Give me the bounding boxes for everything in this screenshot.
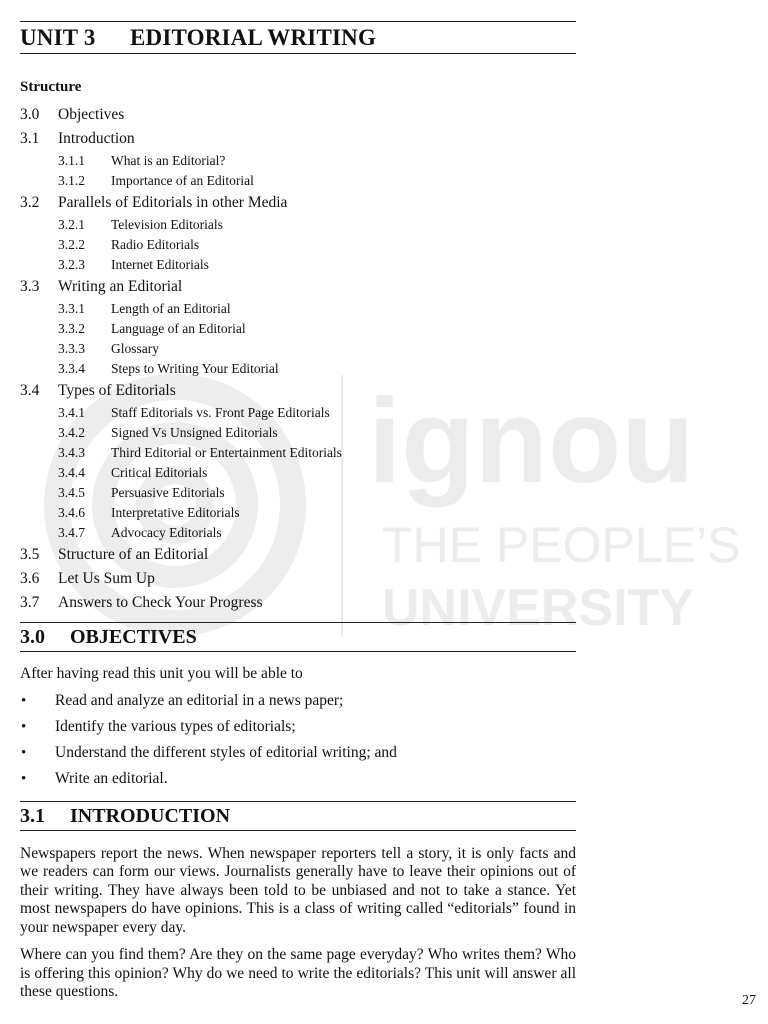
toc-entry: [20, 103, 576, 127]
toc-entry: [20, 275, 576, 299]
unit-title: [20, 21, 576, 54]
watermark-line-2: UNIVERSITY: [382, 579, 695, 637]
toc-entry-title: Types of Editorials: [58, 382, 176, 399]
toc-subentry-title: Signed Vs Unsigned Editorials: [111, 425, 278, 440]
watermark-line-1: THE PEOPLE’S: [382, 517, 741, 573]
toc-subentry-title: Television Editorials: [111, 217, 223, 232]
intro-paragraph-1: Newspapers report the news. When newspaper reporters tell a story, it is only facts and we readers can form our views. Journalists generally have to leave their opinions out of their writing. They have always been told to be unbiased and not to take a stance. Yet most newspapers do have opinions. This is a class of writing called “editorials” found in your newspaper every day.: [20, 844, 576, 936]
toc-entry: [20, 567, 576, 591]
objective-bullet: • Understand the different styles of editorial writing; and: [20, 740, 576, 766]
toc-subentry: [20, 483, 576, 503]
objective-bullet: • Write an editorial.: [20, 766, 576, 792]
toc-subentry: [20, 359, 576, 379]
page-number: 27: [742, 993, 756, 1008]
toc-subentry: [20, 215, 576, 235]
toc-subentry: [20, 403, 576, 423]
toc-subentry-number: 3.3.4: [58, 361, 85, 376]
toc-subentry: [20, 255, 576, 275]
toc-subentry-title: Importance of an Editorial: [111, 173, 254, 188]
toc-subentry-number: 3.2.3: [58, 257, 85, 272]
toc-entry-title: Structure of an Editorial: [58, 546, 209, 563]
toc-entry: [20, 543, 576, 567]
toc-entry-title: Let Us Sum Up: [58, 570, 155, 587]
toc-subentry-number: 3.2.2: [58, 237, 85, 252]
toc-subentry-title: Third Editorial or Entertainment Editorials: [111, 445, 342, 460]
section-heading-objectives: [20, 622, 576, 652]
toc-subentry-number: 3.4.1: [58, 405, 85, 420]
toc-subentry-number: 3.3.3: [58, 341, 85, 356]
toc-subentry-title: Internet Editorials: [111, 257, 209, 272]
toc-subentry-title: Critical Editorials: [111, 465, 208, 480]
toc-entry: [20, 127, 576, 151]
toc-entry-number: 3.6: [20, 570, 40, 587]
section-heading-introduction: [20, 801, 576, 831]
toc-subentry: [20, 235, 576, 255]
toc-entry-title: Answers to Check Your Progress: [58, 594, 263, 611]
toc-subentry: [20, 339, 576, 359]
toc-subentry: [20, 443, 576, 463]
objectives-list: [20, 688, 576, 792]
toc-subentry-number: 3.3.2: [58, 321, 85, 336]
toc-subentry-number: 3.4.7: [58, 525, 85, 540]
toc-entry-title: Writing an Editorial: [58, 278, 183, 295]
table-of-contents: [20, 103, 576, 615]
toc-entry: [20, 379, 576, 403]
toc-subentry-title: Language of an Editorial: [111, 321, 246, 336]
section-number: 3.0: [20, 626, 45, 648]
toc-entry-number: 3.2: [20, 194, 40, 211]
toc-subentry-title: Staff Editorials vs. Front Page Editorials: [111, 405, 330, 420]
toc-entry-title: Parallels of Editorials in other Media: [58, 194, 288, 211]
toc-entry: [20, 591, 576, 615]
toc-subentry-number: 3.1.1: [58, 153, 85, 168]
toc-subentry-title: Length of an Editorial: [111, 301, 231, 316]
toc-subentry-title: Glossary: [111, 341, 159, 356]
toc-entry-number: 3.0: [20, 106, 40, 123]
toc-entry-number: 3.5: [20, 546, 40, 563]
unit-number: UNIT 3: [20, 25, 96, 50]
toc-subentry-title: Persuasive Editorials: [111, 485, 225, 500]
section-title: INTRODUCTION: [70, 804, 231, 827]
objectives-intro: After having read this unit you will be able to: [20, 665, 303, 682]
structure-heading: Structure: [20, 79, 82, 95]
toc-subentry-title: Steps to Writing Your Editorial: [111, 361, 279, 376]
toc-entry-number: 3.7: [20, 594, 40, 611]
toc-subentry-number: 3.4.2: [58, 425, 85, 440]
toc-subentry-number: 3.4.3: [58, 445, 85, 460]
unit-title-text: EDITORIAL WRITING: [130, 25, 377, 50]
toc-subentry-title: Advocacy Editorials: [111, 525, 222, 540]
toc-subentry: [20, 423, 576, 443]
section-number: 3.1: [20, 804, 45, 827]
toc-subentry: [20, 299, 576, 319]
watermark-logo-text: ignou: [368, 374, 695, 508]
toc-subentry: [20, 463, 576, 483]
toc-entry: [20, 191, 576, 215]
toc-subentry: [20, 503, 576, 523]
toc-subentry-number: 3.2.1: [58, 217, 85, 232]
objective-bullet: • Read and analyze an editorial in a news paper;: [20, 688, 576, 714]
toc-subentry-number: 3.4.5: [58, 485, 85, 500]
intro-paragraph-2: Where can you find them? Are they on the same page everyday? Who writes them? Who is offering this opinion? Why do we need to write the editorials? This unit will answer all these questions.: [20, 946, 576, 1000]
toc-entry-title: Objectives: [58, 106, 125, 123]
toc-subentry: [20, 171, 576, 191]
toc-subentry: [20, 523, 576, 543]
toc-subentry-title: Radio Editorials: [111, 237, 200, 252]
toc-entry-number: 3.3: [20, 278, 40, 295]
toc-subentry-title: What is an Editorial?: [111, 153, 226, 168]
toc-subentry-number: 3.3.1: [58, 301, 85, 316]
page-content: [20, 21, 576, 1002]
toc-subentry-title: Interpretative Editorials: [111, 505, 240, 520]
toc-entry-number: 3.1: [20, 130, 40, 147]
toc-subentry: [20, 319, 576, 339]
section-title: OBJECTIVES: [70, 626, 197, 648]
toc-subentry-number: 3.4.6: [58, 505, 85, 520]
toc-subentry: [20, 151, 576, 171]
objective-bullet: • Identify the various types of editorials;: [20, 714, 576, 740]
toc-subentry-number: 3.1.2: [58, 173, 85, 188]
toc-entry-title: Introduction: [58, 130, 135, 147]
toc-subentry-number: 3.4.4: [58, 465, 85, 480]
toc-entry-number: 3.4: [20, 382, 40, 399]
